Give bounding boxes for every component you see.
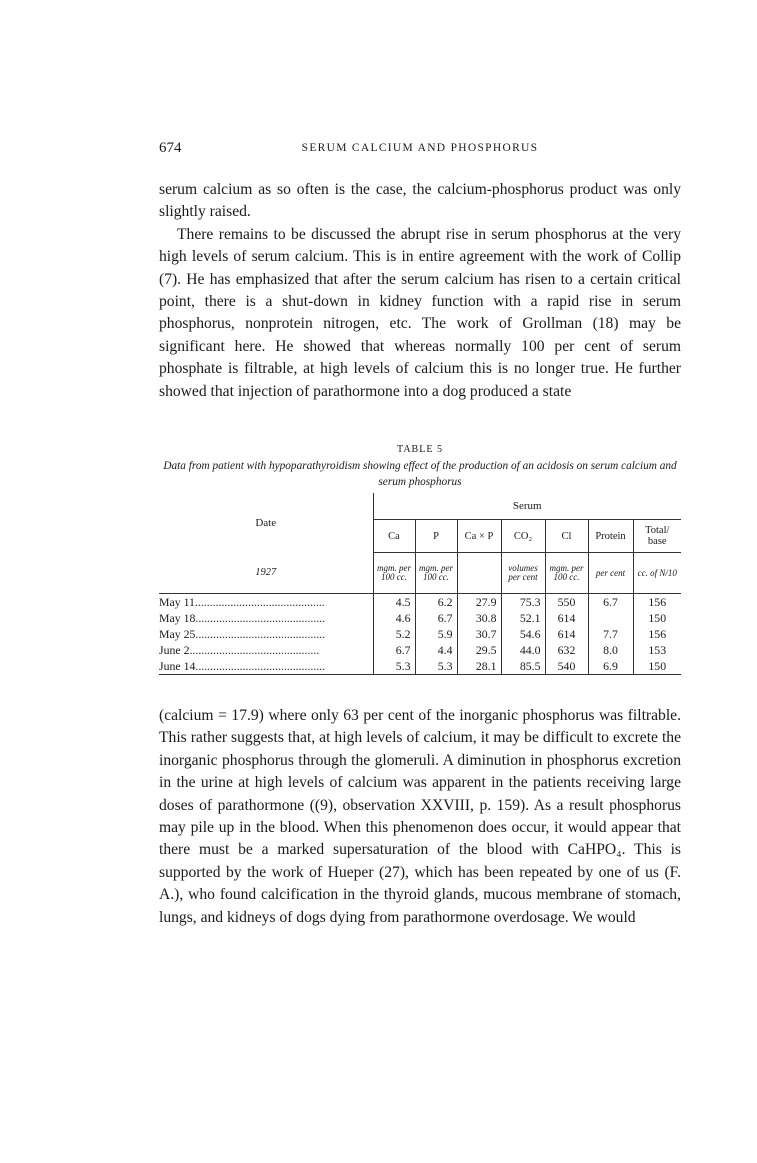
co2-cell: 75.3 bbox=[501, 594, 545, 611]
date-cell: June 2............................................ bbox=[159, 643, 320, 657]
unit-p: mgm. per 100 cc. bbox=[415, 553, 457, 594]
total-base-cell: 156 bbox=[633, 594, 681, 611]
p-cell: 6.2 bbox=[415, 594, 457, 611]
paragraph: There remains to be discussed the abrupt rise in serum phosphorus at the very high levels of serum calcium. This is in entire agreement with the work of Collip (7). He has emphasized that after the serum calcium has risen to a certain critical point, there is a shut-down in kidney function with a rapid rise in serum phosphorus, nonprotein nitrogen, etc. The work of Grollman (18) may be significant here. He showed that whereas normally 100 per cent of serum phosphate is filtrable, at high levels of calcium this is no longer true. He further showed that injection of parathormone into a dog produced a state bbox=[159, 225, 681, 400]
protein-cell bbox=[588, 610, 633, 626]
page-number: 674 bbox=[159, 140, 182, 156]
table-caption bbox=[159, 442, 681, 490]
protein-cell: 8.0 bbox=[588, 642, 633, 658]
data-table bbox=[159, 493, 681, 675]
column-header-p: P bbox=[415, 520, 457, 553]
cl-cell: 632 bbox=[545, 642, 588, 658]
total-base-cell: 150 bbox=[633, 610, 681, 626]
column-header-ca: Ca bbox=[373, 520, 415, 553]
date-cell: May 25............................................ bbox=[159, 627, 326, 641]
ca-cell: 4.5 bbox=[373, 594, 415, 611]
table-row bbox=[159, 642, 681, 658]
caxp-cell: 29.5 bbox=[457, 642, 501, 658]
body-text-bottom bbox=[159, 705, 681, 929]
column-header-protein: Protein bbox=[588, 520, 633, 553]
date-column-header: Date bbox=[255, 516, 277, 529]
co2-cell: 54.6 bbox=[501, 626, 545, 642]
co2-cell: 44.0 bbox=[501, 642, 545, 658]
unit-cl: mgm. per 100 cc. bbox=[545, 553, 588, 594]
column-header-total-base: Total/ base bbox=[633, 520, 681, 553]
caxp-cell: 30.8 bbox=[457, 610, 501, 626]
ca-cell: 4.6 bbox=[373, 610, 415, 626]
table-description: Data from patient with hypoparathyroidism showing effect of the production of an acidosis on serum calcium and serum phosphorus bbox=[163, 460, 677, 488]
column-header-cl: Cl bbox=[545, 520, 588, 553]
date-cell: June 14............................................ bbox=[159, 658, 373, 675]
protein-cell: 6.7 bbox=[588, 594, 633, 611]
protein-cell: 6.9 bbox=[588, 658, 633, 675]
body-text-top bbox=[159, 179, 681, 403]
serum-group-header: Serum bbox=[373, 493, 681, 520]
ca-cell: 5.2 bbox=[373, 626, 415, 642]
page-header bbox=[159, 140, 681, 162]
ca-cell: 6.7 bbox=[373, 642, 415, 658]
p-cell: 4.4 bbox=[415, 642, 457, 658]
p-cell: 5.9 bbox=[415, 626, 457, 642]
total-base-cell: 156 bbox=[633, 626, 681, 642]
total-base-cell: 153 bbox=[633, 642, 681, 658]
caxp-cell: 30.7 bbox=[457, 626, 501, 642]
unit-caxp bbox=[457, 553, 501, 594]
total-base-cell: 150 bbox=[633, 658, 681, 675]
column-header-co2: CO₂ bbox=[501, 520, 545, 553]
date-cell: May 11............................................ bbox=[159, 595, 325, 609]
cl-cell: 614 bbox=[545, 626, 588, 642]
table-row bbox=[159, 610, 681, 626]
table-row bbox=[159, 626, 681, 642]
paragraph: serum calcium as so often is the case, the calcium-phosphorus product was only slightly raised. bbox=[159, 181, 681, 221]
date-cell: May 18............................................ bbox=[159, 611, 326, 625]
co2-cell: 52.1 bbox=[501, 610, 545, 626]
cl-cell: 550 bbox=[545, 594, 588, 611]
cl-cell: 540 bbox=[545, 658, 588, 675]
caxp-cell: 27.9 bbox=[457, 594, 501, 611]
p-cell: 6.7 bbox=[415, 610, 457, 626]
protein-cell: 7.7 bbox=[588, 626, 633, 642]
table-row bbox=[159, 658, 681, 675]
table-label: TABLE 5 bbox=[397, 444, 443, 455]
running-title: SERUM CALCIUM AND PHOSPHORUS bbox=[301, 142, 539, 154]
unit-protein: per cent bbox=[588, 553, 633, 594]
unit-ca: mgm. per 100 cc. bbox=[373, 553, 415, 594]
co2-cell: 85.5 bbox=[501, 658, 545, 675]
cl-cell: 614 bbox=[545, 610, 588, 626]
unit-co2: volumes per cent bbox=[501, 553, 545, 594]
table-row bbox=[159, 594, 681, 611]
unit-total-base: cc. of N/10 bbox=[633, 553, 681, 594]
ca-cell: 5.3 bbox=[373, 658, 415, 675]
p-cell: 5.3 bbox=[415, 658, 457, 675]
year-label: 1927 bbox=[159, 553, 373, 594]
caxp-cell: 28.1 bbox=[457, 658, 501, 675]
column-header-caxp: Ca × P bbox=[457, 520, 501, 553]
paragraph: (calcium = 17.9) where only 63 per cent of the inorganic phosphorus was filtrable. This rather suggests that, at high levels of calcium, it may be difficult to excrete the inorganic phosphorus through the glomeruli. A diminution in phosphorus excretion in the urine at high levels of calcium was apparent in the patients receiving large doses of parathormone ((9), observation XXVIII, p. 159). As a result phosphorus may pile up in the blood. When this phenomenon does occur, it would appear that there must be a marked supersaturation of the blood with CaHPO₄. This is supported by the work of Hueper (27), which has been repeated by one of us (F. A.), who found calcification in the thyroid glands, mucous membrane of stomach, lungs, and kidneys of dogs dying from parathormone overdosage. We would bbox=[159, 707, 681, 926]
